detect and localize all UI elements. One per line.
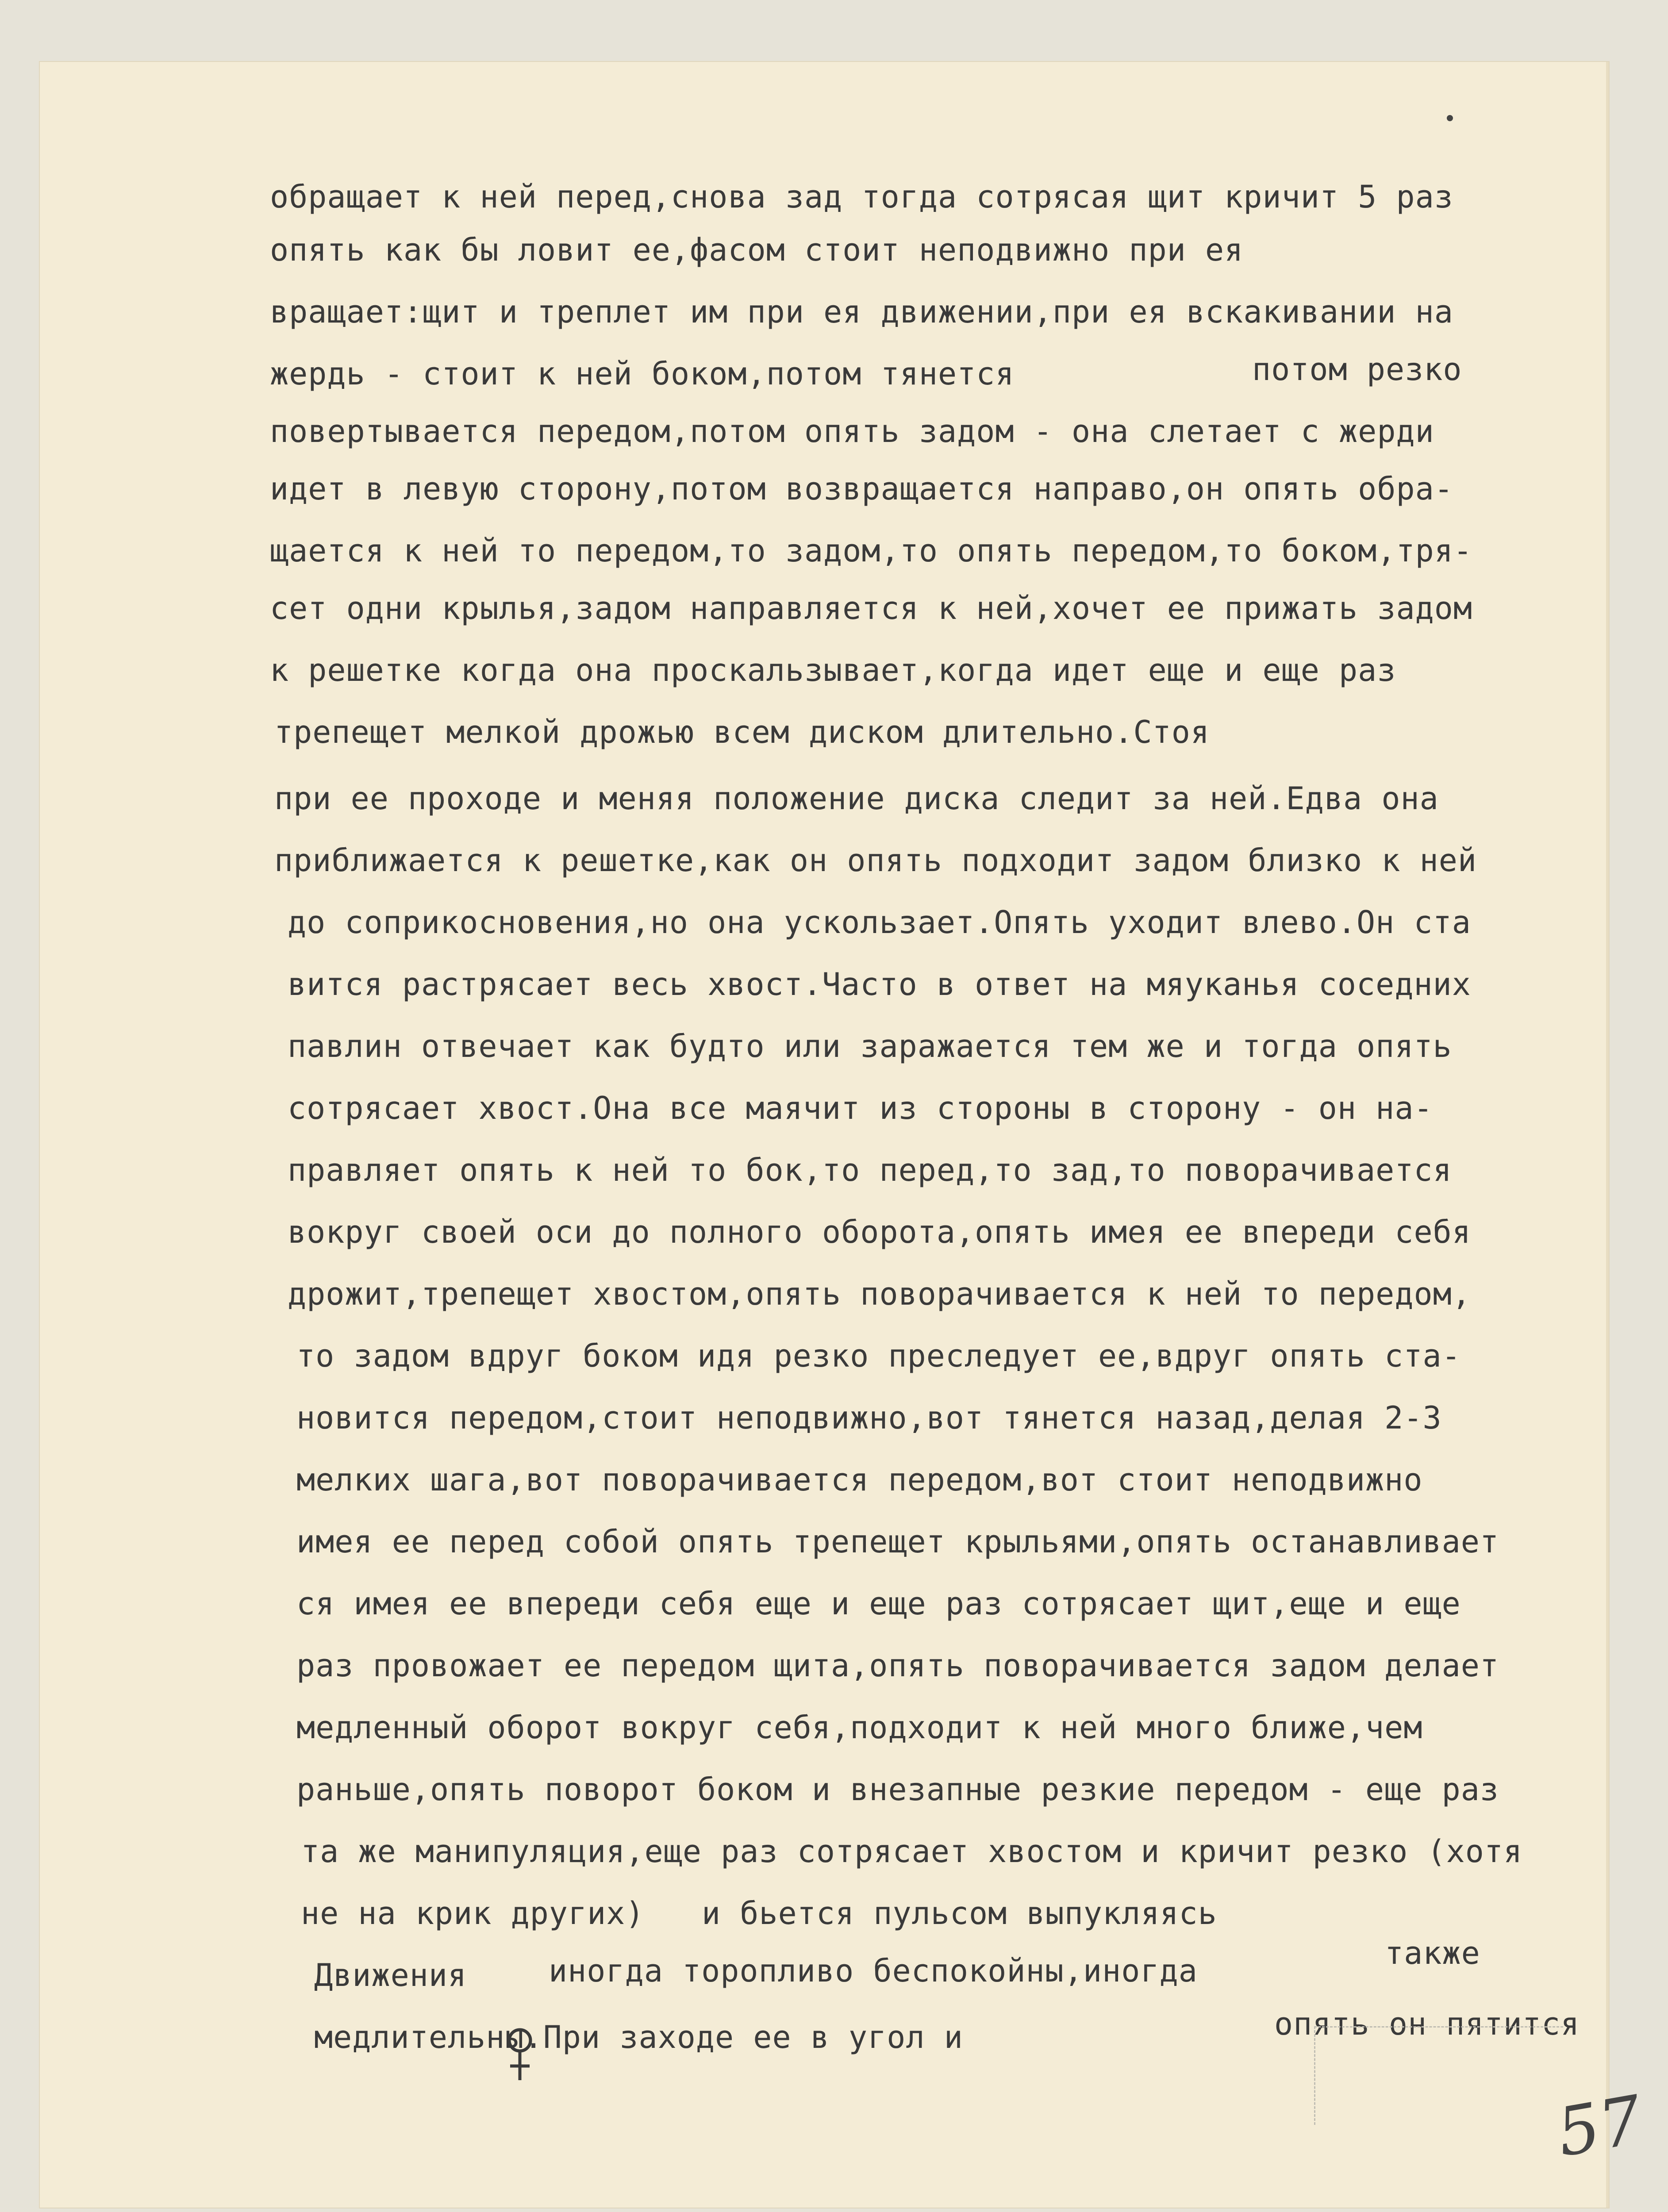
faded-stamp [1314,2026,1563,2125]
text-line: повертывается передом,потом опять задом - она слетает с жерди [270,413,1434,449]
text-line: правляет опять к ней то бок,то перед,то зад,то поворачивается [288,1152,1452,1188]
text-line: к решетке когда она проскальзывает,когда идет еще и еще раз [270,652,1396,688]
text-line: жердь - стоит к ней боком,потом тянется [270,356,1015,392]
text-line: щается к ней то передом,то задом,то опять передом,то боком,тря- [270,533,1473,569]
text-line: иногда торопливо беспокойны,иногда [549,1953,1198,1989]
text-line: медлительны.При заходе ее в угол и [314,2019,963,2055]
text-line: приближается к решетке,как он опять подходит задом близко к ней [274,842,1477,879]
ink-dot [1447,115,1453,121]
text-line: мелких шага,вот поворачивается передом,вот стоит неподвижно [296,1462,1423,1498]
text-line: имея ее перед собой опять трепещет крыльями,опять останавливает [296,1524,1499,1560]
text-line: павлин отвечает как будто или заражается тем же и тогда опять [288,1028,1452,1064]
text-line: вращает:щит и треплет им при ея движении,при ея вскакивании на [270,294,1453,330]
text-line: сет одни крылья,задом направляется к ней,хочет ее прижать задом [270,590,1473,626]
text-line: до соприкосновения,но она ускользает.Опять уходит влево.Он ста [288,904,1471,941]
text-line: при ее проходе и меняя положение диска следит за ней.Едва она [274,780,1439,817]
text-line: раз провожает ее передом щита,опять поворачивается задом делает [296,1647,1499,1684]
text-line: обращает к ней перед,снова зад тогда сотрясая щит кричит 5 раз [270,179,1453,215]
document-page [40,62,1648,2208]
text-line: ся имея ее впереди себя еще и еще раз сотрясает щит,еще и еще [296,1586,1461,1622]
text-line: вится растрясает весь хвост.Часто в ответ на мяуканья соседних [288,966,1471,1002]
text-line: сотрясает хвост.Она все маячит из стороны в сторону - он на- [288,1090,1433,1126]
text-line: трепещет мелкой дрожью всем диском длительно.Стоя [274,714,1210,750]
text-line: Движения [314,1957,467,1993]
text-line: дрожит,трепещет хвостом,опять поворачивается к ней то передом, [288,1276,1471,1312]
text-line: опять как бы ловит ее,фасом стоит неподвижно при ея [270,232,1244,268]
text-line: потом резко [1252,351,1462,388]
text-line: медленный оборот вокруг себя,подходит к ней много ближе,чем [296,1709,1423,1746]
text-line: не на крик других) и бьется пульсом выпукляясь [301,1895,1217,1932]
text-line: вокруг своей оси до полного оборота,опять имея ее впереди себя [288,1214,1471,1250]
text-line: новится передом,стоит неподвижно,вот тянется назад,делая 2-3 [296,1400,1442,1436]
page-number: 57 [1551,2081,1648,2172]
text-line: опять он пятится [1274,2006,1580,2042]
text-line: то задом вдруг боком идя резко преследует ее,вдруг опять ста- [296,1338,1461,1374]
text-line: та же манипуляция,еще раз сотрясает хвостом и кричит резко (хотя [301,1833,1523,1870]
text-line: раньше,опять поворот боком и внезапные резкие передом - еще раз [296,1771,1499,1808]
text-line: идет в левую сторону,потом возвращается направо,он опять обра- [270,471,1453,507]
text-line: также [1385,1935,1480,1971]
